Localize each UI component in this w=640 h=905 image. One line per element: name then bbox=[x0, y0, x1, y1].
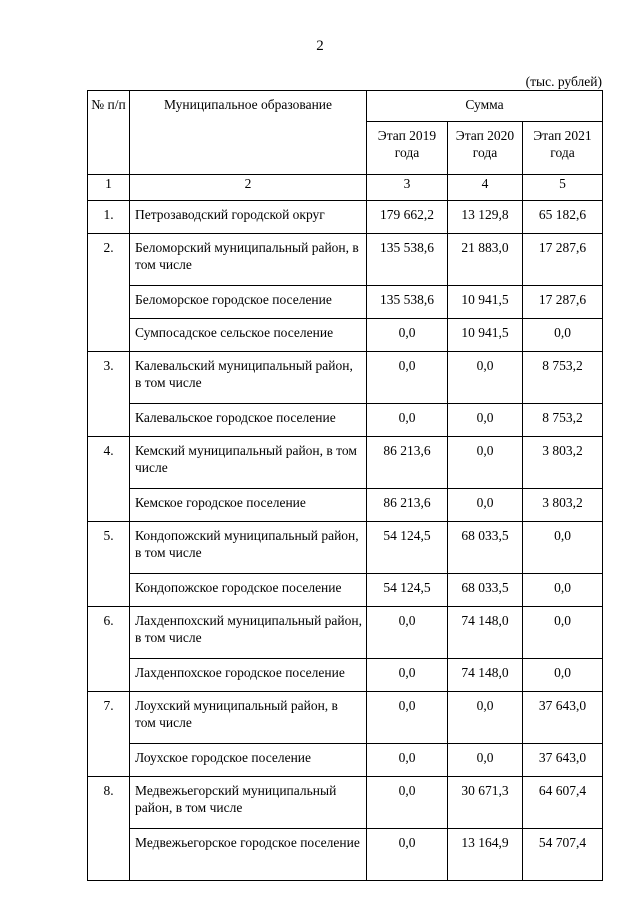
header-sum: Сумма bbox=[367, 91, 603, 122]
table-subrow bbox=[88, 744, 603, 777]
column-number: 2 bbox=[130, 175, 367, 201]
table-row bbox=[88, 777, 603, 829]
municipality-name: Кондопожское городское поселение bbox=[130, 574, 367, 607]
value-2021: 3 803,2 bbox=[523, 489, 603, 522]
table-row bbox=[88, 437, 603, 489]
value-2020: 0,0 bbox=[448, 692, 523, 744]
municipality-name: Калевальский муниципальный район, в том числе bbox=[130, 352, 367, 404]
municipality-name: Кемское городское поселение bbox=[130, 489, 367, 522]
value-2019: 0,0 bbox=[367, 659, 448, 692]
municipality-name: Медвежьегорский муниципальный район, в том числе bbox=[130, 777, 367, 829]
table-row bbox=[88, 607, 603, 659]
value-2019: 0,0 bbox=[367, 404, 448, 437]
value-2021: 17 287,6 bbox=[523, 286, 603, 319]
value-2019: 0,0 bbox=[367, 692, 448, 744]
value-2021: 65 182,6 bbox=[523, 201, 603, 234]
column-number: 4 bbox=[448, 175, 523, 201]
row-number: 6. bbox=[88, 607, 130, 692]
value-2019: 0,0 bbox=[367, 777, 448, 829]
municipality-name: Лахденпохское городское поселение bbox=[130, 659, 367, 692]
value-2020: 68 033,5 bbox=[448, 522, 523, 574]
column-numbers-row bbox=[88, 175, 603, 201]
value-2020: 10 941,5 bbox=[448, 286, 523, 319]
value-2020: 68 033,5 bbox=[448, 574, 523, 607]
header-number: № п/п bbox=[88, 91, 130, 175]
value-2019: 86 213,6 bbox=[367, 489, 448, 522]
municipality-name: Лахденпохский муниципальный район, в том числе bbox=[130, 607, 367, 659]
value-2021: 0,0 bbox=[523, 607, 603, 659]
row-number: 5. bbox=[88, 522, 130, 607]
value-2019: 0,0 bbox=[367, 319, 448, 352]
value-2020: 0,0 bbox=[448, 437, 523, 489]
table-subrow bbox=[88, 574, 603, 607]
municipality-name: Лоухское городское поселение bbox=[130, 744, 367, 777]
value-2021: 37 643,0 bbox=[523, 692, 603, 744]
value-2021: 54 707,4 bbox=[523, 829, 603, 881]
row-number: 2. bbox=[88, 234, 130, 352]
table-subrow bbox=[88, 829, 603, 881]
table-row bbox=[88, 352, 603, 404]
value-2021: 0,0 bbox=[523, 319, 603, 352]
municipality-name: Петрозаводский городской округ bbox=[130, 201, 367, 234]
column-number: 3 bbox=[367, 175, 448, 201]
value-2021: 0,0 bbox=[523, 659, 603, 692]
municipality-name: Кондопожский муниципальный район, в том числе bbox=[130, 522, 367, 574]
header-stage-2021: Этап 2021 года bbox=[523, 122, 603, 175]
page-number: 2 bbox=[316, 38, 324, 54]
value-2019: 54 124,5 bbox=[367, 574, 448, 607]
value-2019: 0,0 bbox=[367, 352, 448, 404]
value-2020: 30 671,3 bbox=[448, 777, 523, 829]
row-number: 7. bbox=[88, 692, 130, 777]
value-2020: 10 941,5 bbox=[448, 319, 523, 352]
table-row bbox=[88, 692, 603, 744]
municipality-name: Медвежьегорское городское поселение bbox=[130, 829, 367, 881]
value-2020: 74 148,0 bbox=[448, 659, 523, 692]
row-number: 8. bbox=[88, 777, 130, 881]
value-2019: 0,0 bbox=[367, 607, 448, 659]
value-2019: 135 538,6 bbox=[367, 234, 448, 286]
municipality-name: Беломорский муниципальный район, в том числе bbox=[130, 234, 367, 286]
value-2021: 8 753,2 bbox=[523, 404, 603, 437]
value-2019: 54 124,5 bbox=[367, 522, 448, 574]
value-2020: 21 883,0 bbox=[448, 234, 523, 286]
table-subrow bbox=[88, 286, 603, 319]
table-subrow bbox=[88, 659, 603, 692]
municipality-name: Сумпосадское сельское поселение bbox=[130, 319, 367, 352]
value-2019: 179 662,2 bbox=[367, 201, 448, 234]
value-2020: 0,0 bbox=[448, 352, 523, 404]
table-subrow bbox=[88, 404, 603, 437]
value-2020: 0,0 bbox=[448, 744, 523, 777]
value-2020: 0,0 bbox=[448, 489, 523, 522]
value-2019: 135 538,6 bbox=[367, 286, 448, 319]
value-2019: 0,0 bbox=[367, 829, 448, 881]
table-row bbox=[88, 201, 603, 234]
municipality-name: Лоухский муниципальный район, в том числе bbox=[130, 692, 367, 744]
header-stage-2019: Этап 2019 года bbox=[367, 122, 448, 175]
municipality-name: Беломорское городское поселение bbox=[130, 286, 367, 319]
value-2021: 3 803,2 bbox=[523, 437, 603, 489]
table-row bbox=[88, 234, 603, 286]
value-2019: 0,0 bbox=[367, 744, 448, 777]
value-2021: 17 287,6 bbox=[523, 234, 603, 286]
value-2021: 0,0 bbox=[523, 522, 603, 574]
value-2020: 13 164,9 bbox=[448, 829, 523, 881]
header-municipality: Муниципальное образование bbox=[130, 91, 367, 175]
value-2020: 74 148,0 bbox=[448, 607, 523, 659]
value-2021: 0,0 bbox=[523, 574, 603, 607]
header-stage-2020: Этап 2020 года bbox=[448, 122, 523, 175]
units-label: (тыс. рублей) bbox=[525, 74, 602, 89]
row-number: 1. bbox=[88, 201, 130, 234]
municipality-name: Калевальское городское поселение bbox=[130, 404, 367, 437]
table-subrow bbox=[88, 319, 603, 352]
column-number: 1 bbox=[88, 175, 130, 201]
column-number: 5 bbox=[523, 175, 603, 201]
value-2021: 64 607,4 bbox=[523, 777, 603, 829]
value-2019: 86 213,6 bbox=[367, 437, 448, 489]
table-subrow bbox=[88, 489, 603, 522]
value-2021: 37 643,0 bbox=[523, 744, 603, 777]
row-number: 3. bbox=[88, 352, 130, 437]
municipality-name: Кемский муниципальный район, в том числе bbox=[130, 437, 367, 489]
budget-table bbox=[87, 90, 603, 881]
value-2021: 8 753,2 bbox=[523, 352, 603, 404]
value-2020: 0,0 bbox=[448, 404, 523, 437]
row-number: 4. bbox=[88, 437, 130, 522]
value-2020: 13 129,8 bbox=[448, 201, 523, 234]
table-row bbox=[88, 522, 603, 574]
